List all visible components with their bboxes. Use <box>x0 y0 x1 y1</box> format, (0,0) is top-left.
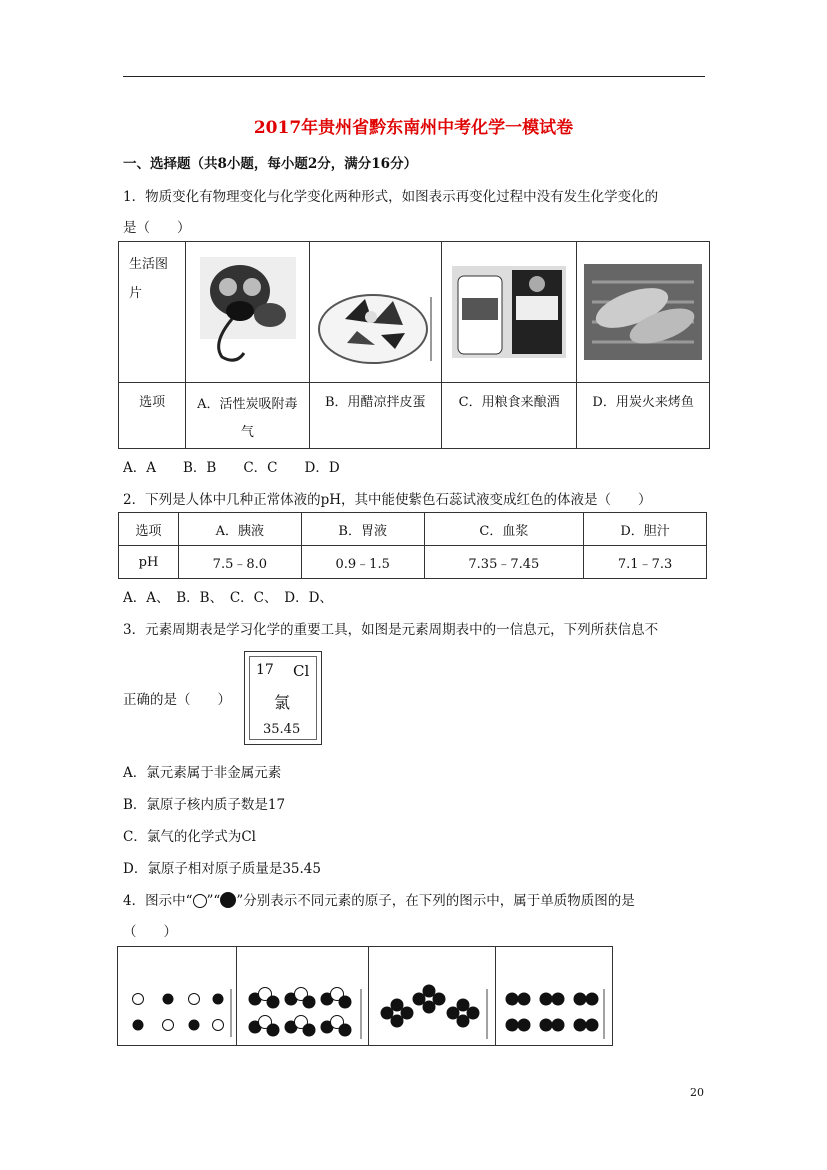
diagram-a-mixed-atoms <box>118 947 236 1045</box>
grilled-fish-photo-icon <box>577 242 710 383</box>
question-4-text: 4．图示中“ ”“ ”分别表示不同元素的原子，在下列的图示中，属于单质物质图的是 <box>123 893 635 909</box>
page-title: 2017年贵州省黔东南州中考化学一模试卷 <box>253 118 574 138</box>
page-number: 20 <box>690 1086 704 1099</box>
option-a: A．氯元素属于非金属元素 <box>123 765 282 781</box>
diagram-b-compound-molecules <box>237 947 368 1045</box>
ph-header-cell: D．胆汁 <box>584 513 707 546</box>
ph-value-cell: 7.35﹣7.45 <box>424 546 584 579</box>
header-rule <box>123 76 705 77</box>
element-mass: 35.45 <box>263 722 301 737</box>
option-d: D．氯原子相对原子质量是35.45 <box>123 861 321 877</box>
question-1-text-cont: 是（ ） <box>123 220 191 236</box>
element-name: 氯 <box>274 693 291 712</box>
ph-table <box>118 512 707 579</box>
ph-header-cell: C．血浆 <box>424 513 584 546</box>
molecule-diagrams <box>117 946 613 1046</box>
option-b: B．氯原子核内质子数是17 <box>123 797 286 813</box>
row-label-picture: 生活图 片 <box>119 242 186 383</box>
question-1-answers: A．A B．B C．C D．D <box>123 460 340 476</box>
liquor-bottle-box-photo-icon <box>441 242 576 383</box>
ph-value-cell: pH <box>119 546 179 579</box>
element-number: 17 <box>256 662 274 678</box>
option-c-cell: C．用粮食来酿酒 <box>441 383 576 449</box>
question-1-text: 1．物质变化有物理变化与化学变化两种形式，如图表示再变化过程中没有发生化学变化的 <box>123 189 659 205</box>
question-2-text: 2．下列是人体中几种正常体液的pH，其中能使紫色石蕊试液变成红色的体液是（ ） <box>123 492 652 508</box>
gas-mask-photo-icon <box>186 242 309 383</box>
option-b-cell: B．用醋凉拌皮蛋 <box>309 383 441 449</box>
row-label-option: 选项 <box>119 383 186 449</box>
black-atom-icon <box>220 892 236 908</box>
diagram-d-diatomic-molecules <box>496 947 611 1045</box>
question-1-table <box>118 241 710 449</box>
preserved-egg-dish-photo-icon <box>309 242 441 383</box>
element-symbol: Cl <box>293 662 310 680</box>
question-3-text-cont: 正确的是（ ） <box>123 692 231 708</box>
ph-value-cell: 7.5﹣8.0 <box>178 546 301 579</box>
ph-value-cell: 0.9﹣1.5 <box>301 546 424 579</box>
diagram-c-tetra-molecules <box>369 947 495 1045</box>
ph-value-cell: 7.1﹣7.3 <box>584 546 707 579</box>
question-3-text: 3．元素周期表是学习化学的重要工具，如图是元素周期表中的一信息元，下列所获信息不 <box>123 622 659 638</box>
question-4-text-cont: （ ） <box>123 924 177 940</box>
option-a-cell: A．活性炭吸附毒 气 <box>186 383 309 449</box>
chlorine-element-card <box>244 651 322 745</box>
ph-header-cell: B．胃液 <box>301 513 424 546</box>
option-c: C．氯气的化学式为Cl <box>123 829 256 845</box>
ph-header-cell: A．胰液 <box>178 513 301 546</box>
white-atom-icon <box>193 894 207 908</box>
section-heading: 一、选择题（共8小题，每小题2分，满分16分） <box>123 156 418 172</box>
question-2-answers: A．A、 B．B、 C．C、 D．D、 <box>123 590 333 606</box>
option-d-cell: D．用炭火来烤鱼 <box>577 383 710 449</box>
ph-header-cell: 选项 <box>119 513 179 546</box>
